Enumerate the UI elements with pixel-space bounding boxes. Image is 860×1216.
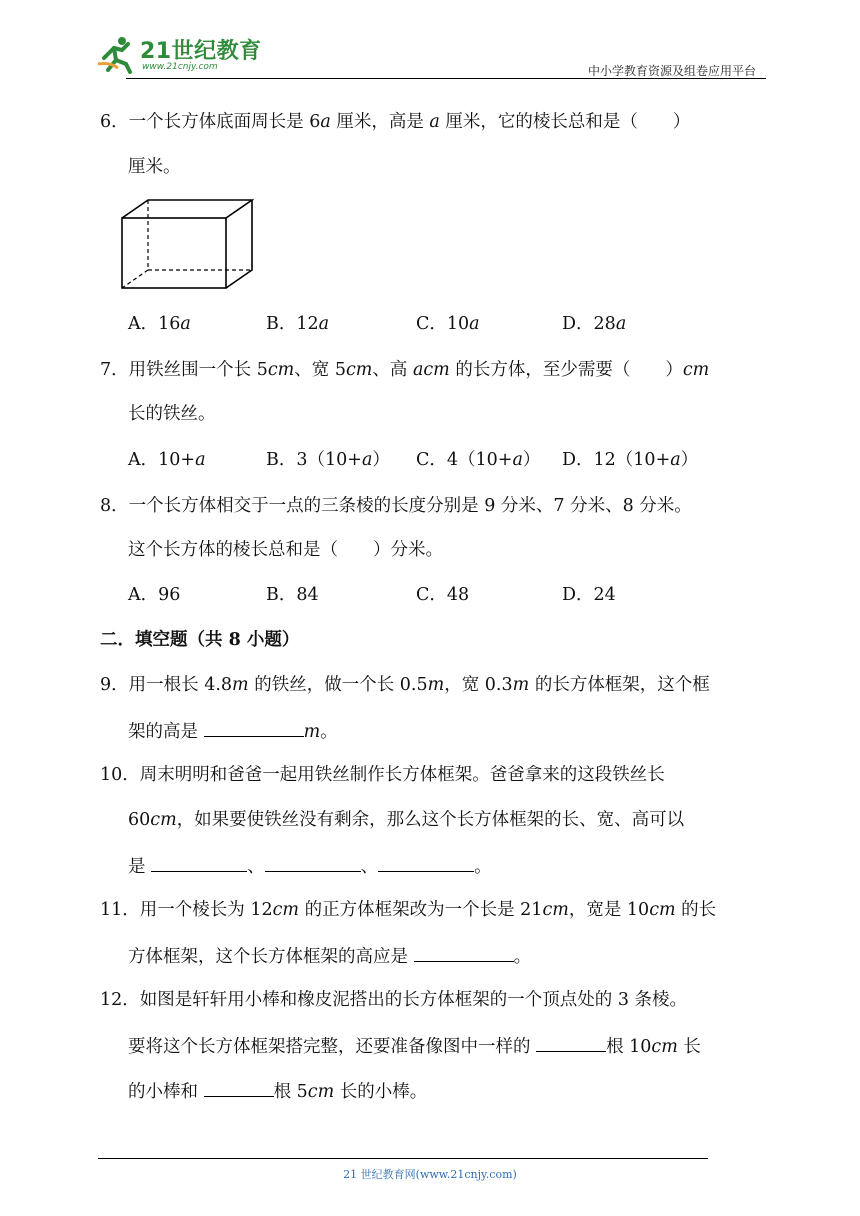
question-7 [100, 360, 766, 380]
question-number: 11． [100, 900, 140, 920]
choice-c[interactable]: C．4（10+a） [416, 450, 541, 470]
question-text: 的长 [675, 900, 717, 920]
question-9-line2: 架的高是 m。 [128, 722, 338, 742]
question-6 [100, 112, 766, 132]
answer-blank-5cm[interactable] [204, 1080, 274, 1097]
choice-a[interactable]: A．96 [128, 585, 181, 605]
question-text: 的长方体，至少需要（ ） [449, 360, 683, 380]
answer-blank-height[interactable] [378, 855, 474, 872]
unit: acm [412, 360, 450, 380]
question-text: 的正方体框架改为一个长是 21 [299, 900, 543, 920]
footer-divider [98, 1158, 708, 1159]
runner-logo-icon [96, 34, 136, 74]
footer-link[interactable]: 21 世纪教育网(www.21cnjy.com) [343, 1168, 517, 1181]
choice-b[interactable]: B．3（10+a） [266, 450, 390, 470]
question-number: 10． [100, 765, 140, 785]
question-10 [100, 765, 766, 785]
question-text: 厘米，它的棱长总和是（ ） [439, 112, 691, 132]
unit: cm [345, 360, 373, 380]
choice-b[interactable]: B．84 [266, 585, 319, 605]
site-logo [96, 32, 266, 76]
question-text: 的铁丝，做一个长 0.5 [248, 675, 428, 695]
choice-c[interactable]: C．48 [416, 585, 470, 605]
question-text: ，宽是 10 [568, 900, 650, 920]
question-number: 7． [100, 360, 129, 380]
answer-blank-width[interactable] [265, 855, 361, 872]
question-text: 、高 [372, 360, 413, 380]
choice-a[interactable]: A．16a [128, 314, 191, 334]
question-12 [100, 990, 766, 1010]
unit: m [512, 675, 530, 695]
unit: cm [649, 900, 676, 920]
question-11-line2: 方体框架，这个长方体框架的高应是 。 [128, 947, 532, 967]
answer-blank-10cm[interactable] [536, 1035, 606, 1052]
question-text: 如图是轩轩用小棒和橡皮泥搭出的长方体框架的一个顶点处的 3 条棱。 [139, 990, 688, 1010]
answer-blank[interactable] [204, 720, 304, 737]
answer-blank[interactable] [414, 945, 514, 962]
unit: cm [682, 360, 710, 380]
question-6-line2: 厘米。 [128, 157, 181, 177]
question-11 [100, 900, 766, 920]
choice-c[interactable]: C．10a [416, 314, 480, 334]
choice-a[interactable]: A．10+a [128, 450, 206, 470]
choice-d[interactable]: D．12（10+a） [562, 450, 699, 470]
question-number: 12． [100, 990, 140, 1010]
question-text: 用一个棱长为 12 [139, 900, 273, 920]
choice-b[interactable]: B．12a [266, 314, 330, 334]
question-text: 一个长方体相交于一点的三条棱的长度分别是 9 分米、7 分米、8 分米。 [128, 496, 692, 516]
question-text: 用铁丝围一个长 5 [128, 360, 268, 380]
unit: cm [542, 900, 569, 920]
question-12-line3: 的小棒和 根 5cm 长的小棒。 [128, 1082, 428, 1102]
header-divider [126, 78, 766, 79]
variable: a [320, 112, 331, 132]
question-10-line2: 60cm，如果要使铁丝没有剩余，那么这个长方体框架的长、宽、高可以 [128, 810, 685, 830]
logo-text: 21世纪教育 [140, 39, 262, 64]
choice-d[interactable]: D．24 [562, 585, 616, 605]
page-header [96, 32, 764, 80]
unit: cm [267, 360, 295, 380]
logo-url: www.21cnjy.com [142, 62, 218, 72]
unit: cm [272, 900, 300, 920]
question-number: 8． [100, 496, 129, 516]
unit: m [232, 675, 249, 695]
question-text: 周末明明和爸爸一起用铁丝制作长方体框架。爸爸拿来的这段铁丝长 [139, 765, 665, 785]
question-text: ，宽 0.3 [444, 675, 513, 695]
question-8-line2: 这个长方体的棱长总和是（ ）分米。 [128, 540, 443, 560]
unit: m [427, 675, 445, 695]
question-text: 、宽 5 [294, 360, 346, 380]
question-number: 6． [100, 112, 129, 132]
question-text: 用一根长 4.8 [128, 675, 233, 695]
section-heading: 二．填空题（共 8 小题） [100, 630, 300, 650]
question-text: 一个长方体底面周长是 6 [128, 112, 321, 132]
question-7-line2: 长的铁丝。 [128, 404, 216, 424]
question-number: 9． [100, 675, 129, 695]
question-12-line2: 要将这个长方体框架搭完整，还要准备像图中一样的 根 10cm 长 [128, 1037, 701, 1057]
question-9 [100, 675, 766, 695]
question-text: 的长方体框架，这个框 [529, 675, 710, 695]
question-10-line3: 是 、 、 。 [128, 857, 492, 877]
answer-blank-length[interactable] [151, 855, 247, 872]
variable: a [429, 112, 440, 132]
header-tagline: 中小学教育资源及组卷应用平台 [587, 64, 756, 78]
cuboid-figure [118, 196, 254, 292]
question-8 [100, 496, 766, 516]
question-text: 厘米，高是 [330, 112, 430, 132]
choice-d[interactable]: D．28a [562, 314, 627, 334]
